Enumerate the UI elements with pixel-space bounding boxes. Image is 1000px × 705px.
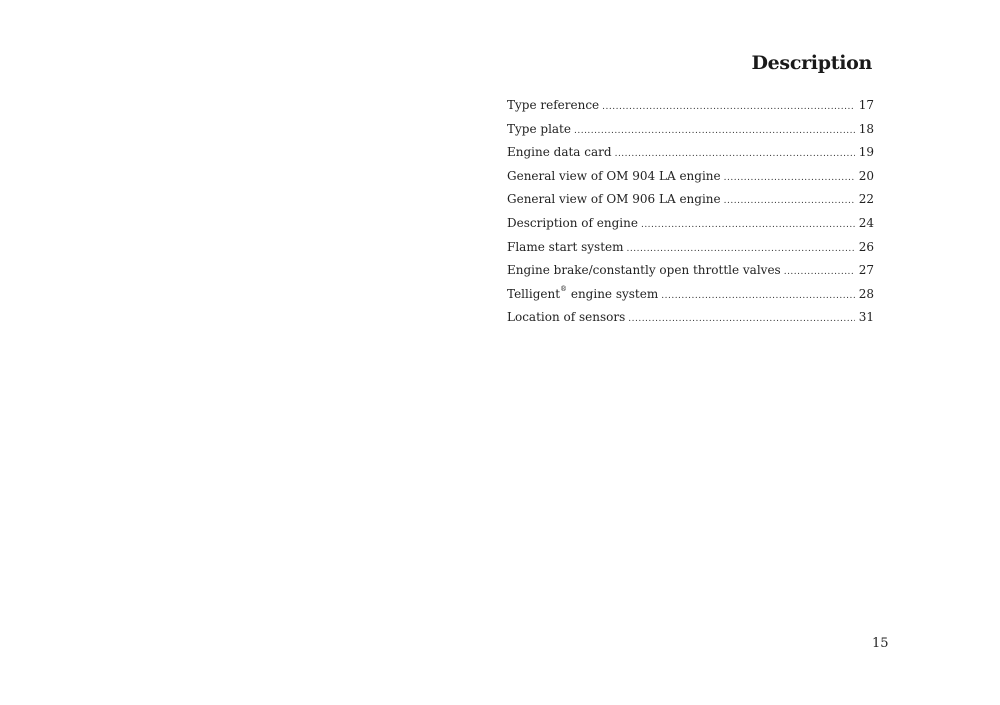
toc-page: 28 — [858, 286, 874, 301]
toc-page: 24 — [858, 215, 874, 230]
toc-entry-flame-start[interactable] — [507, 240, 874, 264]
section-title: Description — [751, 52, 872, 74]
toc-entry-telligent[interactable] — [507, 284, 874, 311]
toc-label: Flame start system — [507, 239, 624, 254]
toc-entry-om906[interactable] — [507, 192, 874, 216]
toc-label: Type plate — [507, 121, 571, 136]
toc-label — [507, 284, 661, 301]
leader-dots — [641, 220, 855, 230]
toc-label: General view of OM 906 LA engine — [507, 192, 721, 207]
toc-entry-type-plate[interactable] — [507, 122, 874, 146]
leader-dots — [628, 314, 854, 324]
toc-label: Type reference — [507, 98, 600, 112]
toc-page: 31 — [858, 310, 874, 325]
toc-label: Description of engine — [507, 215, 638, 230]
toc-page: 18 — [858, 121, 874, 136]
toc-label: Engine brake/constantly open throttle valves — [507, 263, 781, 278]
toc-page: 22 — [858, 192, 874, 207]
leader-dots — [602, 102, 855, 112]
toc-page: 26 — [858, 239, 874, 254]
leader-dots — [615, 149, 855, 159]
leader-dots — [574, 126, 855, 136]
toc-entry-om904[interactable] — [507, 169, 874, 193]
toc-label: Location of sensors — [507, 310, 626, 325]
toc-entry-description-of-engine[interactable] — [507, 216, 874, 240]
toc-page: 27 — [858, 263, 874, 278]
page-number: 15 — [872, 636, 889, 651]
table-of-contents — [507, 98, 874, 334]
leader-dots — [724, 196, 855, 206]
toc-entry-engine-data-card[interactable] — [507, 145, 874, 169]
leader-dots — [627, 244, 855, 254]
toc-page: 17 — [858, 98, 874, 112]
toc-label-suffix: engine system — [567, 286, 659, 301]
toc-entry-location-of-sensors[interactable] — [507, 310, 874, 334]
toc-entry-engine-brake[interactable] — [507, 263, 874, 287]
leader-dots — [724, 173, 855, 183]
registered-mark: ® — [560, 284, 568, 293]
toc-label-main: Telligent — [507, 286, 561, 301]
toc-entry-type-reference[interactable] — [507, 98, 874, 122]
leader-dots — [784, 267, 855, 277]
toc-label: General view of OM 904 LA engine — [507, 168, 721, 183]
leader-dots — [661, 291, 854, 301]
toc-page: 20 — [858, 168, 874, 183]
toc-label: Engine data card — [507, 145, 612, 160]
toc-page: 19 — [858, 145, 874, 160]
